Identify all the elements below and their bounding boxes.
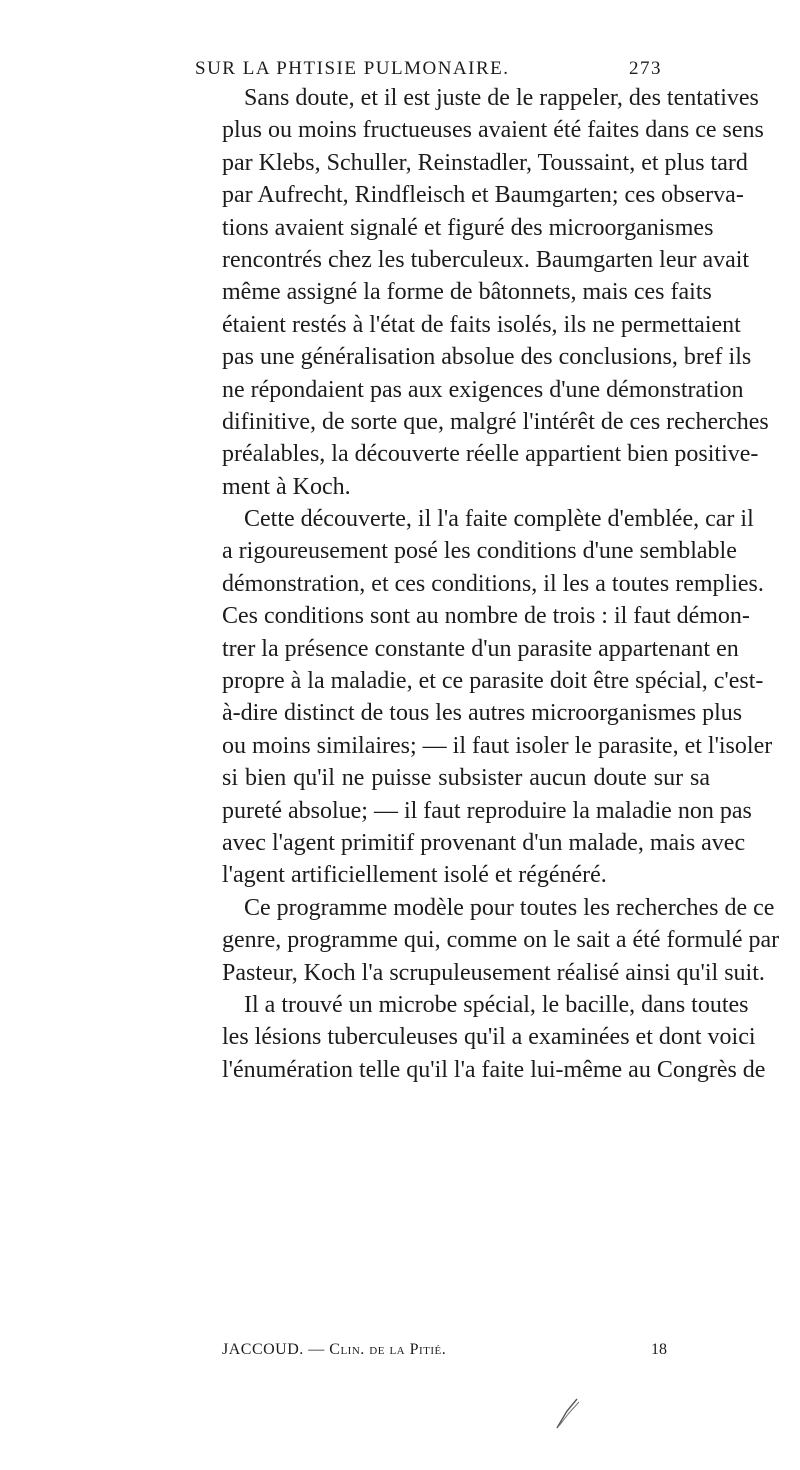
- text-line: par Aufrecht, Rindfleisch et Baumgarten; ces observa-: [222, 182, 744, 209]
- text-line: avec l'agent primitif provenant d'un malade, mais avec: [222, 829, 746, 856]
- text-line: Pasteur, Koch l'a scrupuleusement réalisé ainsi qu'il suit.: [222, 959, 765, 986]
- text-line: l'agent artificiellement isolé et régénéré.: [222, 862, 607, 889]
- text-line: pureté absolue; — il faut reproduire la maladie non pas: [222, 797, 752, 824]
- body-text: [222, 82, 780, 1086]
- text-line: rencontrés chez les tuberculeux. Baumgarten leur avait: [222, 246, 750, 273]
- ink-stroke-mark: [553, 1395, 583, 1431]
- signature-mark: JACCOUD. — Clin. de la Pitié.: [222, 1341, 447, 1358]
- running-title: SUR LA PHTISIE PULMONAIRE.: [195, 58, 510, 79]
- text-line: difinitive, de sorte que, malgré l'intérêt de ces recherches: [222, 408, 769, 435]
- text-line: Ces conditions sont au nombre de trois : il faut démon-: [222, 603, 750, 630]
- text-line: démonstration, et ces conditions, il les a toutes remplies.: [222, 570, 764, 597]
- text-line: plus ou moins fructueuses avaient été faites dans ce sens: [222, 117, 764, 144]
- text-line: étaient restés à l'état de faits isolés, ils ne permettaient: [222, 311, 741, 338]
- signature-number: 18: [651, 1341, 667, 1358]
- text-line: Cette découverte, il l'a faite complète d'emblée, car il: [244, 506, 754, 533]
- text-line: Ce programme modèle pour toutes les recherches de ce: [244, 894, 775, 921]
- text-line: ne répondaient pas aux exigences d'une démonstration: [222, 376, 744, 403]
- text-line: pas une généralisation absolue des conclusions, bref ils: [222, 344, 752, 371]
- text-line: Il a trouvé un microbe spécial, le bacille, dans toutes: [244, 991, 749, 1018]
- text-line: trer la présence constante d'un parasite appartenant en: [222, 635, 739, 662]
- text-line: même assigné la forme de bâtonnets, mais ces faits: [222, 279, 712, 306]
- text-line: à-dire distinct de tous les autres microorganismes plus: [222, 700, 743, 727]
- text-line: a rigoureusement posé les conditions d'une semblable: [222, 538, 737, 565]
- text-line: Sans doute, et il est juste de le rappeler, des tentatives: [244, 85, 759, 111]
- text-line: l'énumération telle qu'il l'a faite lui-même au Congrès de: [222, 1056, 766, 1083]
- text-line: genre, programme qui, comme on le sait a été formulé par: [222, 927, 780, 954]
- text-line: si bien qu'il ne puisse subsister aucun doute sur sa: [222, 765, 710, 792]
- text-line: ment à Koch.: [222, 473, 351, 500]
- text-line: les lésions tuberculeuses qu'il a examinées et dont voici: [222, 1024, 756, 1051]
- text-line: par Klebs, Schuller, Reinstadler, Toussaint, et plus tard: [222, 149, 748, 176]
- text-line: préalables, la découverte réelle appartient bien positive-: [222, 441, 759, 468]
- text-line: ou moins similaires; — il faut isoler le parasite, et l'isoler: [222, 732, 773, 759]
- text-line: tions avaient signalé et figuré des microorganismes: [222, 214, 714, 241]
- text-line: propre à la maladie, et ce parasite doit être spécial, c'est-: [222, 668, 764, 695]
- page-number: 273: [629, 58, 662, 79]
